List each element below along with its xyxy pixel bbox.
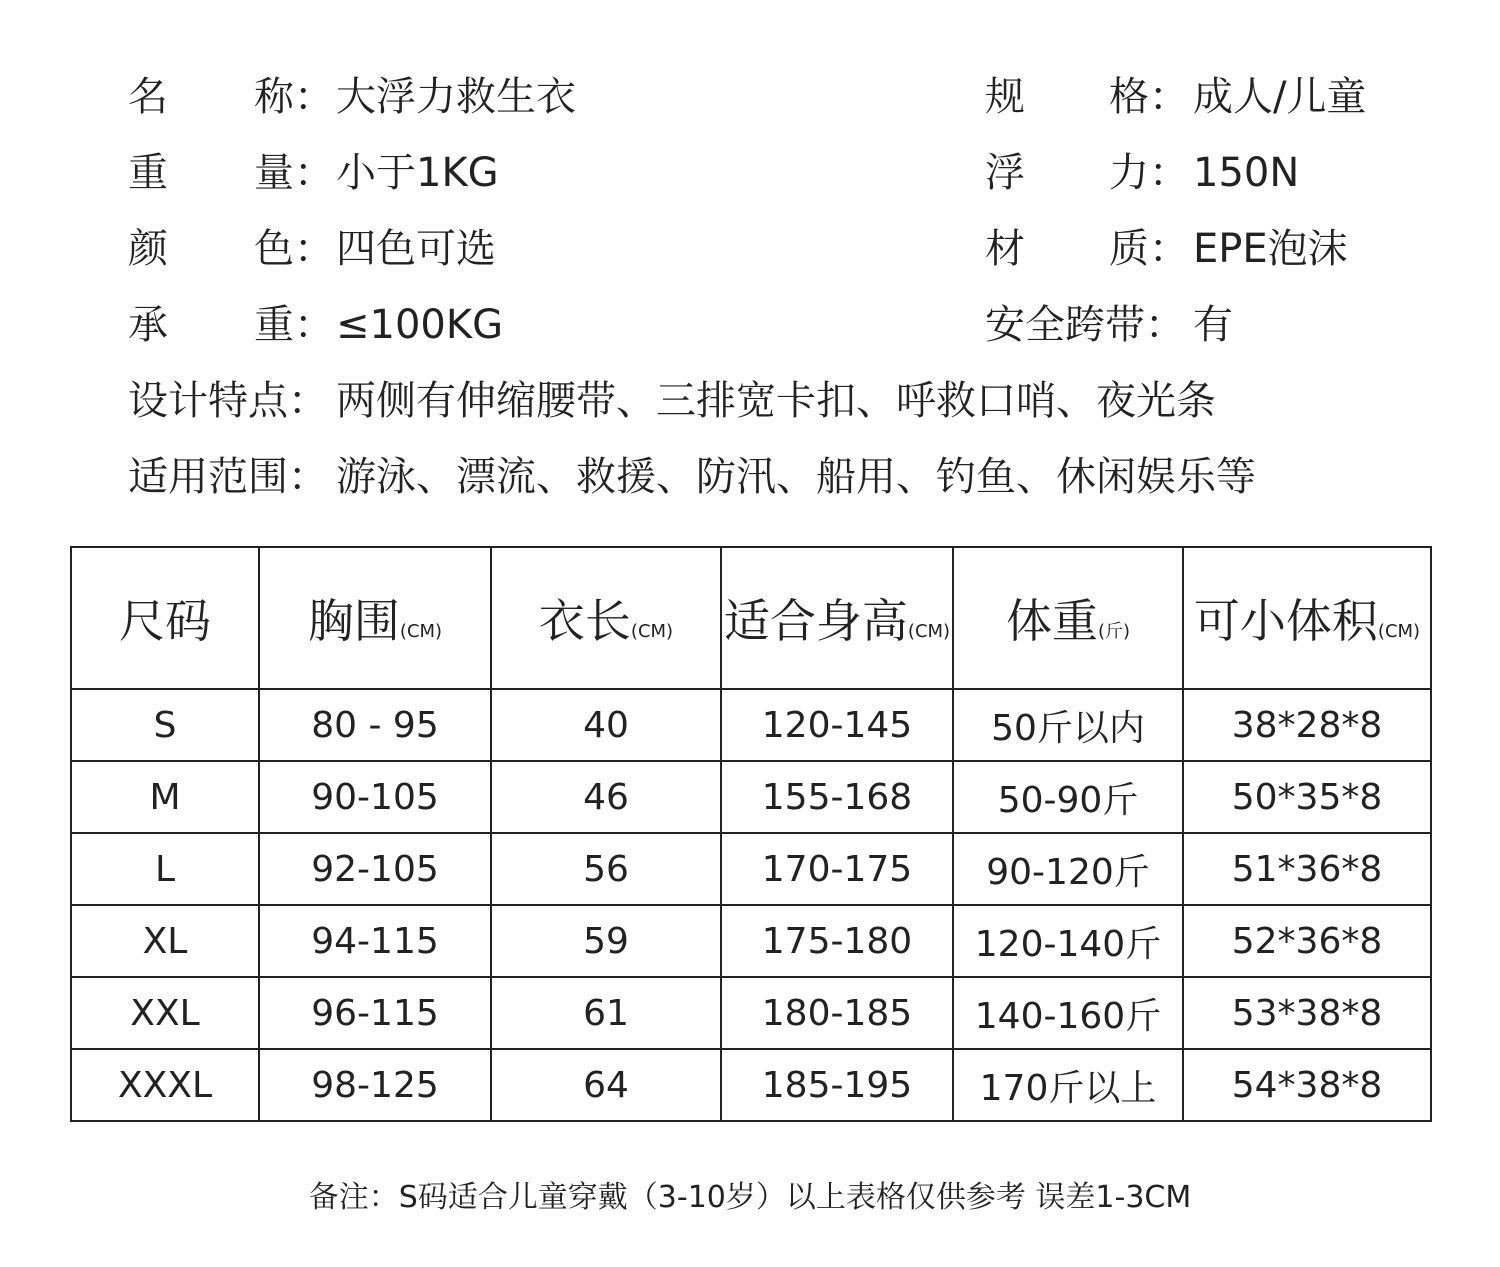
spec-spec-value: 成人/儿童 [1193,74,1367,120]
spec-usage-value: 游泳、漂流、救援、防汛、船用、钓鱼、休闲娱乐等 [336,454,1256,500]
cell-size: L [71,833,259,905]
spec-weight-label2: 量： [254,150,334,196]
cell-size: S [71,689,259,761]
spec-buoyancy-label: 浮 [985,150,1025,196]
cell-weight: 140-160斤 [953,977,1183,1049]
cell-volume: 38*28*8 [1183,689,1431,761]
header-weight: 体重(斤) [953,547,1183,689]
cell-chest: 80 - 95 [259,689,491,761]
spec-buoyancy-value: 150N [1193,150,1300,196]
cell-weight: 50斤以内 [953,689,1183,761]
spec-name-value: 大浮力救生衣 [336,74,576,120]
cell-length: 56 [491,833,721,905]
cell-volume: 54*38*8 [1183,1049,1431,1121]
cell-length: 46 [491,761,721,833]
cell-chest: 96-115 [259,977,491,1049]
cell-weight: 90-120斤 [953,833,1183,905]
cell-volume: 52*36*8 [1183,905,1431,977]
cell-chest: 92-105 [259,833,491,905]
spec-color [128,224,728,274]
spec-buoyancy-label2: 力： [1109,150,1189,196]
table-row [71,833,1431,905]
cell-chest: 90-105 [259,761,491,833]
cell-length: 61 [491,977,721,1049]
footnote: 备注：S码适合儿童穿戴（3-10岁）以上表格仅供参考 误差1-3CM [308,1180,1192,1215]
header-length: 衣长(CM) [491,547,721,689]
header-volume: 可小体积(CM) [1183,547,1431,689]
cell-weight: 120-140斤 [953,905,1183,977]
cell-height: 175-180 [721,905,953,977]
cell-chest: 98-125 [259,1049,491,1121]
cell-height: 170-175 [721,833,953,905]
spec-weight-value: 小于1KG [336,150,499,196]
cell-size: XXL [71,977,259,1049]
spec-load-value: ≤100KG [336,302,504,348]
spec-load-label2: 重： [254,302,334,348]
cell-height: 185-195 [721,1049,953,1121]
table-row [71,1049,1431,1121]
spec-material-value: EPE泡沫 [1193,226,1348,272]
cell-size: XXXL [71,1049,259,1121]
spec-spec [985,72,1465,122]
cell-weight: 50-90斤 [953,761,1183,833]
spec-design-value: 两侧有伸缩腰带、三排宽卡扣、呼救口哨、夜光条 [336,378,1216,424]
header-height: 适合身高(CM) [721,547,953,689]
cell-weight: 170斤以上 [953,1049,1183,1121]
spec-weight-label: 重 [128,150,168,196]
spec-name-label: 名 [128,74,168,120]
spec-usage-label: 适用范围： [128,454,328,500]
spec-name-label2: 称： [254,74,334,120]
spec-color-label2: 色： [254,226,334,272]
spec-design-label: 设计特点： [128,378,328,424]
spec-design [128,376,1428,426]
cell-size: M [71,761,259,833]
spec-color-label: 颜 [128,226,168,272]
table-row [71,689,1431,761]
cell-size: XL [71,905,259,977]
cell-height: 120-145 [721,689,953,761]
spec-strap-label: 安全跨带： [985,302,1185,348]
spec-strap [985,300,1465,350]
size-chart-table [70,546,1432,1122]
spec-strap-value: 有 [1193,302,1233,348]
header-chest: 胸围(CM) [259,547,491,689]
cell-volume: 53*38*8 [1183,977,1431,1049]
spec-usage [128,452,1428,502]
spec-load [128,300,728,350]
spec-material-label2: 质： [1109,226,1189,272]
spec-material-label: 材 [985,226,1025,272]
cell-height: 155-168 [721,761,953,833]
cell-length: 64 [491,1049,721,1121]
cell-length: 59 [491,905,721,977]
cell-volume: 51*36*8 [1183,833,1431,905]
spec-buoyancy [985,148,1465,198]
cell-chest: 94-115 [259,905,491,977]
header-size: 尺码 [71,547,259,689]
spec-color-value: 四色可选 [336,226,496,272]
table-row [71,761,1431,833]
cell-volume: 50*35*8 [1183,761,1431,833]
spec-weight [128,148,728,198]
spec-spec-label2: 格： [1109,74,1189,120]
table-row [71,905,1431,977]
table-row [71,977,1431,1049]
spec-material [985,224,1465,274]
table-header-row [71,547,1431,689]
spec-name [128,72,728,122]
spec-load-label: 承 [128,302,168,348]
spec-spec-label: 规 [985,74,1025,120]
cell-length: 40 [491,689,721,761]
cell-height: 180-185 [721,977,953,1049]
